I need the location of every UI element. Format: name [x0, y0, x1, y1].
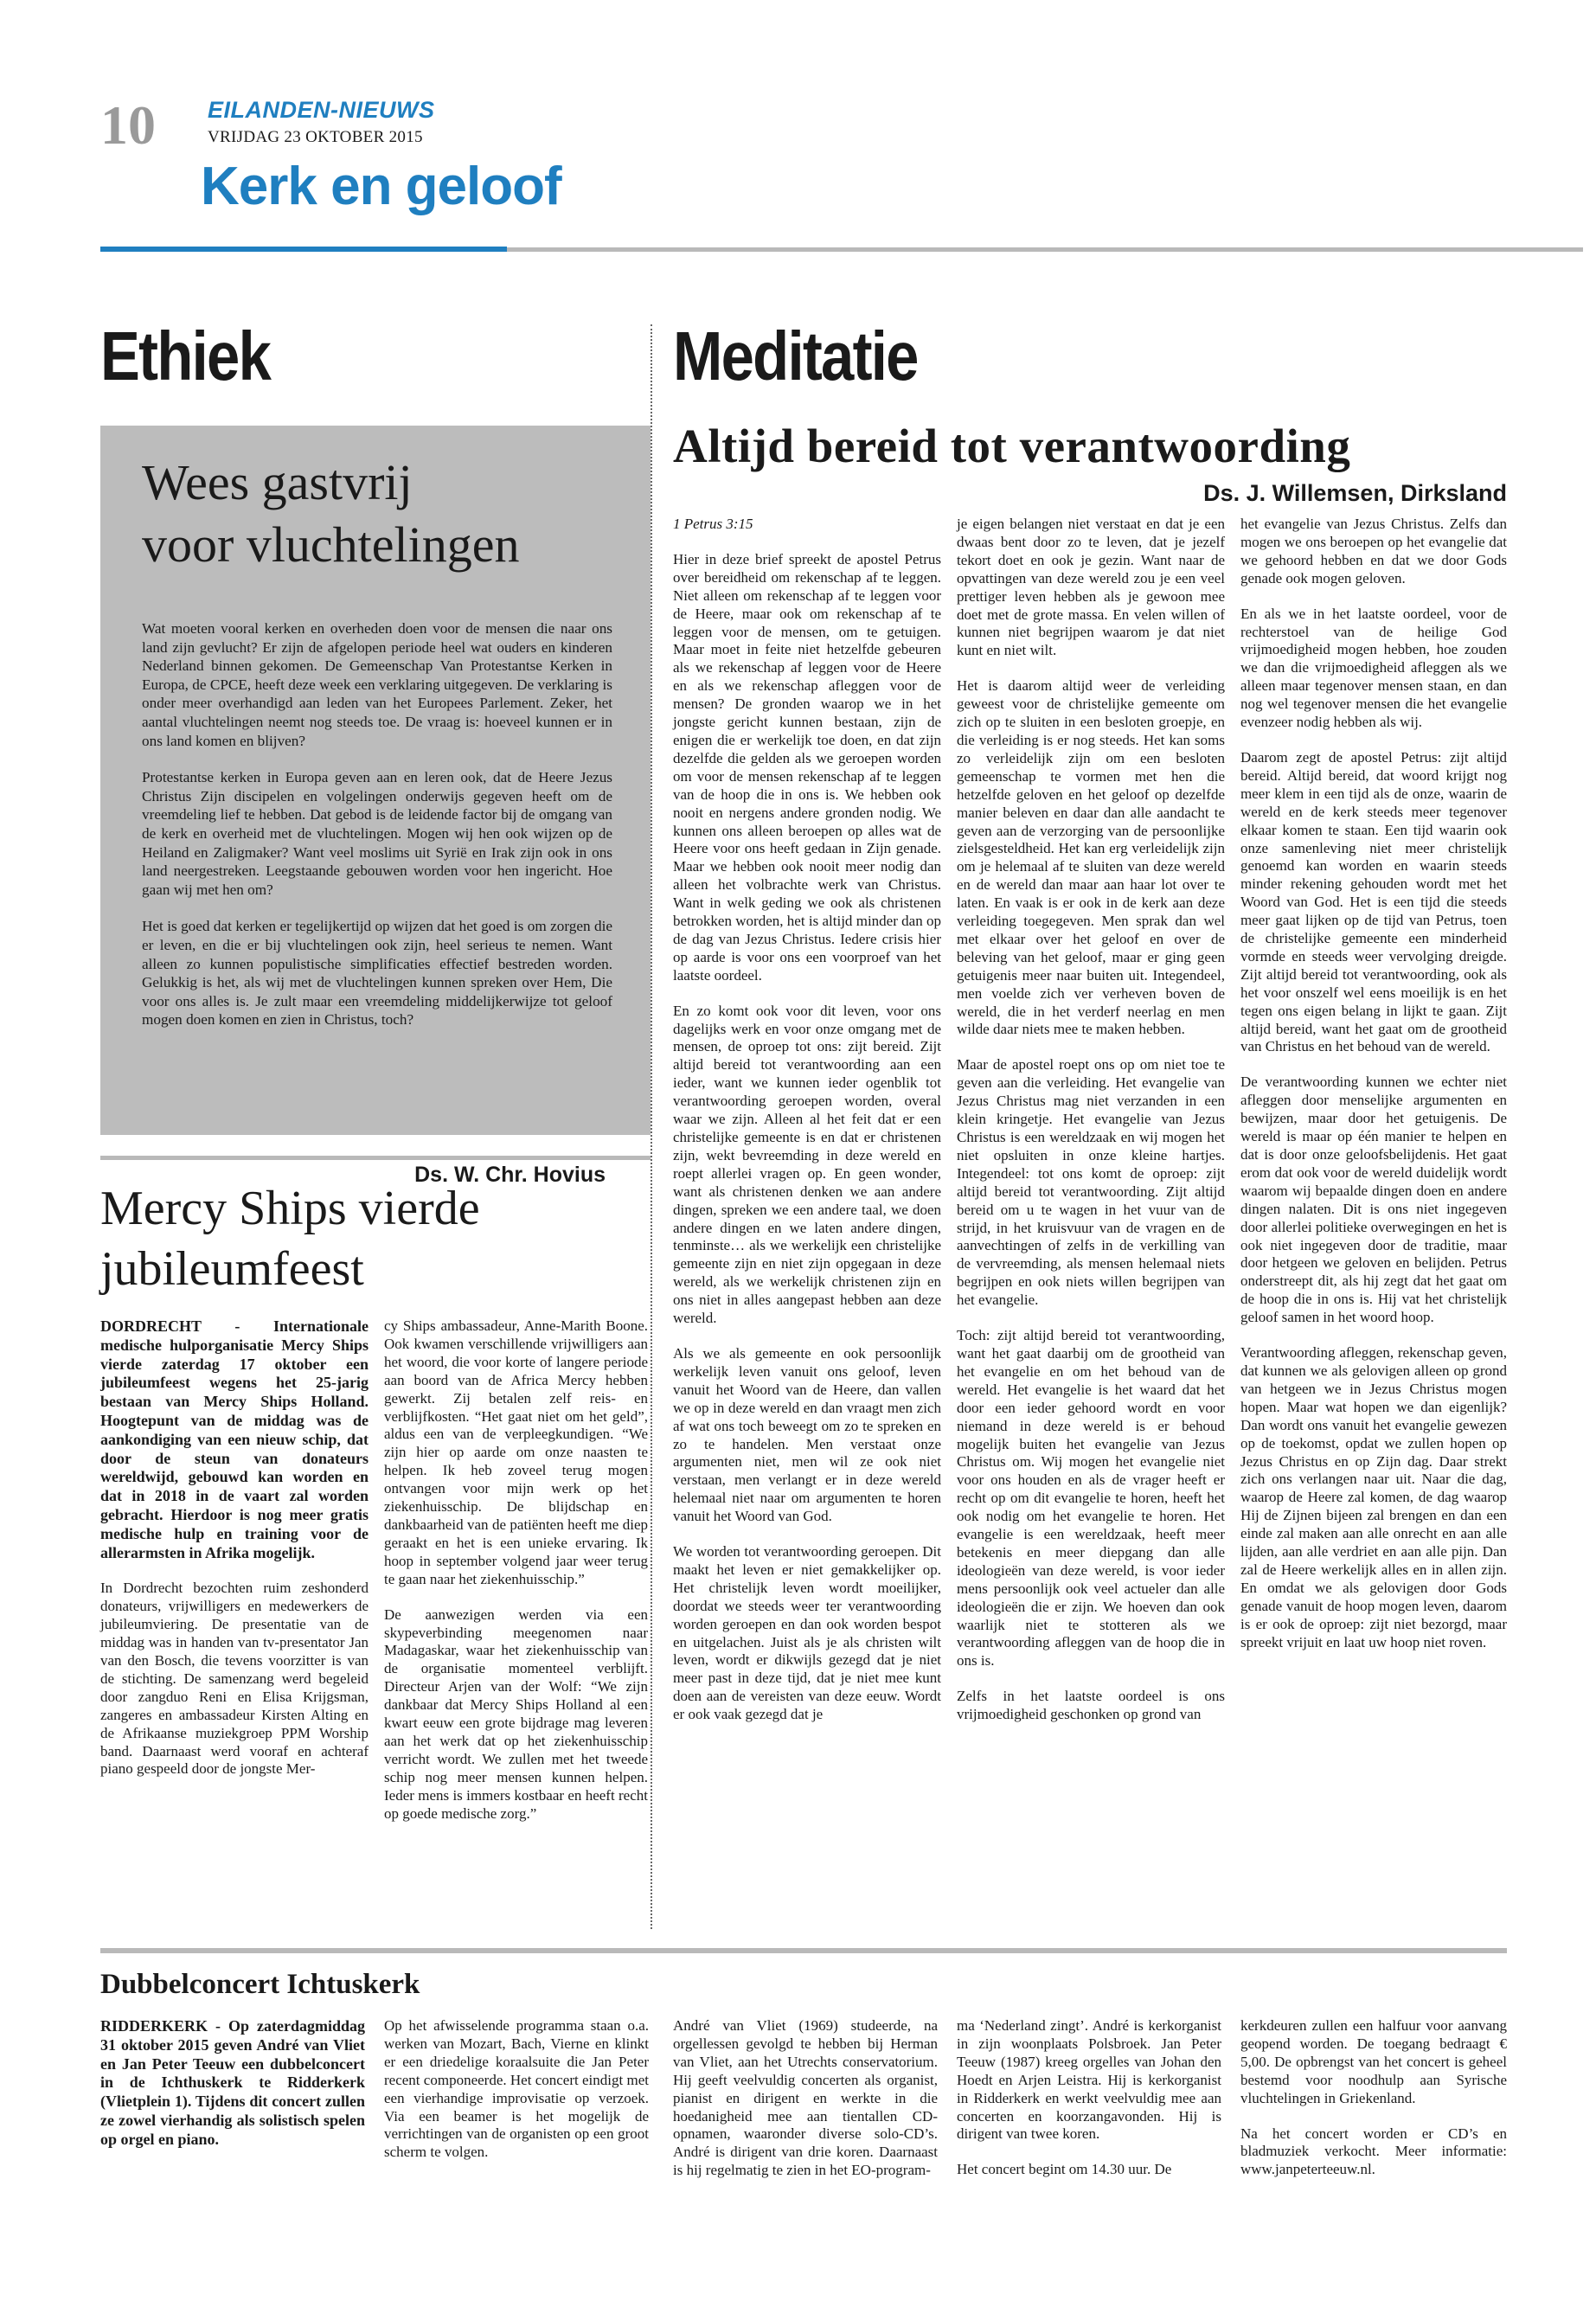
ethiek-paragraph: Het is goed dat kerken er tegelijkertijd op wijzen dat het goed is om zorgen die er leven, en die er bij vluchtelingen ook zijn, heel serieus te nemen. Want alleen zo kunnen populistische simplificaties effectief bestreden worden. Gelukkig is het, als wij met de vluchtelingen kunnen spreken over Hem, Die voor ons alles is. Je zult maar een vreemdeling middelijkerwijze tot geloof mogen doen komen en zien in Christus, toch? — [142, 918, 612, 1029]
meditatie-paragraph: Zelfs in het laatste oordeel is ons vrijmoedigheid geschonken op grond van — [957, 1688, 1225, 1723]
mercy-title — [100, 1178, 619, 1299]
ethiek-title-line: Wees gastvrij — [142, 454, 413, 510]
concert-column-2 — [384, 2017, 649, 2179]
meditatie-paragraph: En als we in het laatste oordeel, voor de rechterstoel van de heilige God vrijmoedigheid mogen hebben, hoe zouden we dan die vrijmoedigheid afleggen als we alleen maar tegenover mensen staan, en dan nog wel tegenover mensen die het evangelie evenzeer nodig hebben als wij. — [1240, 605, 1507, 731]
section-title: Kerk en geloof — [201, 157, 561, 216]
mercy-paragraph: cy Ships ambassadeur, Anne-Marith Boone. Ook kwamen verschillende vrijwilligers aan het woord, die voor korte of langere periode aan boord van de Africa Mercy hebben gewerkt. Zij betalen zelf reis- en verblijfkosten. “Het gaat niet om het geld”, aldus een van de verpleegkundigen. “We zijn hier op aarde om onze naasten te helpen. Ik heb zoveel terug mogen ontvangen voor mijn werk op het ziekenhuisschip. De blijdschap en dankbaarheid van de patiënten heeft me diep geraakt en het is een unieke ervaring. Ik hoop in september volgend jaar weer terug te gaan naar het ziekenhuisschip.” — [384, 1317, 648, 1587]
mercy-title-line: Mercy Ships vierde — [100, 1182, 480, 1235]
mercy-column-2 — [384, 1317, 648, 1840]
meditatie-heading: Meditatie — [673, 317, 918, 394]
concert-paragraph: André van Vliet (1969) studeerde, na orgellessen gevolgd te hebben bij Herman van Vliet, aan het Utrechts conservatorium. Hij geeft veelvuldig concerten als organist, pianist en dirigent en werkte in die hoedanigheid mee aan tientallen CD-opnamen, waaronder diverse solo-CD’s. André is dirigent van drie koren. Daarnaast is hij regelmatig te zien in het EO-program- — [673, 2017, 938, 2179]
concert-column-3 — [673, 2017, 938, 2197]
meditatie-author: Ds. J. Willemsen, Dirksland — [1203, 480, 1507, 506]
mercy-paragraph: In Dordrecht bezochten ruim zeshonderd donateurs, vrijwilligers en medewerkers de jubileumviering. De presentatie van de middag was in handen van tv-presentator Jan van den Bosch, die tevens voorzitter is van de stichting. De samenzang werd begeleid door zangduo Reni en Elisa Krijgsman, zangeres en ambassadeur Kirsten Alting en de Afrikaanse muziekgroep PPM Worship band. Daarnaast werd vooraf en achteraf piano gespeeld door de jongste Mer- — [100, 1580, 369, 1778]
mercy-lead: DORDRECHT - Internationale medische hulporganisatie Mercy Ships vierde zaterdag 17 oktober een jubileumfeest wegens het 25-jarig bestaan van Mercy Ships Holland. Hoogtepunt van de middag was de aankondiging van een nieuw schip, dat door de steun van donateurs wereldwijd, gebouwd kan worden en dat in 2018 in de vaart zal worden gebracht. Hierdoor is nog meer gratis medische hulp en training voor de allerarmsten in Afrika mogelijk. — [100, 1317, 369, 1561]
header-rule-accent — [100, 247, 507, 252]
meditatie-paragraph: We worden tot verantwoording geroepen. Dit maakt het leven er niet gemakkelijker op. Het christelijk leven wordt moeilijker, doordat we steeds weer ter verantwoording worden geroepen en dan ook worden bespot en uitgelachen. Juist als je als christen wilt leven, wordt er dikwijls gezegd dat je niet meer past in deze tijd, dat je niet mee kunt doen aan de vereisten van deze eeuw. Wordt er ook vaak gezegd dat je — [673, 1543, 941, 1723]
concert-paragraph: ma ‘Nederland zingt’. André is kerkorganist in zijn woonplaats Polsbroek. Jan Peter Teeuw (1987) kreeg orgelles van Johan den Hoedt en Arjen Leistra. Hij is kerkorganist in Ridderkerk en werkt veelvuldig mee aan concerten en koorzangavonden. Hij is dirigent van twee koren. — [957, 2017, 1221, 2143]
header-rule — [507, 247, 1583, 252]
mercy-title-line: jubileumfeest — [100, 1242, 364, 1296]
meditatie-column-3 — [1240, 516, 1507, 1669]
concert-paragraph: kerkdeuren zullen een halfuur voor aanvang geopend worden. De toegang bedraagt € 5,00. De opbrengst van het concert is geheel bestemd voor noodhulp aan Syrische vluchtelingen in Griekenland. — [1240, 2017, 1507, 2106]
section-rule — [100, 1948, 1507, 1953]
issue-date: VRIJDAG 23 OKTOBER 2015 — [208, 128, 423, 146]
ethiek-author: Ds. W. Chr. Hovius — [414, 1163, 606, 1187]
meditatie-paragraph: Als we als gemeente en ook persoonlijk werkelijk leven vanuit ons geloof, leven vanuit het Woord van de Heere, dan vallen we op in deze wereld en dan vraagt men zich af wat ons toch beweegt om zo te spreken en zo te handelen. Men verstaat onze argumenten niet, men wil ze ook niet verstaan, men verlangt er in deze wereld helemaal niet naar om argumenten te horen vanuit het Woord van God. — [673, 1344, 941, 1525]
ethiek-heading: Ethiek — [100, 317, 271, 394]
section-rule — [100, 1156, 651, 1160]
meditatie-title: Altijd bereid tot verantwoording — [673, 420, 1351, 472]
meditatie-paragraph: De verantwoording kunnen we echter niet afleggen door menselijke argumenten en bewijzen, maar door het getuigenis. De wereld is maar op één manier te helpen en dat is door onze geloofsbelijdenis. Het gaat erom dat ook voor de wereld duidelijk wordt waarom wij bepaalde dingen doen en andere dingen nalaten. Dit is ons niet ingegeven door allerlei politieke overwegingen en het is ook niet ingegeven door de traditie, maar door hetgeen we geloven en belijden. Petrus onderstreept dit, als hij zegt dat het gaat om de hoop die in ons is. Hij vat het christelijk geloof samen in het woord hoop. — [1240, 1074, 1507, 1326]
meditatie-paragraph: En zo komt ook voor dit leven, voor ons dagelijks werk en voor onze omgang met de mensen, de oproep tot ons: zijt bereid. Zijt altijd bereid tot verantwoording aan een ieder, want we kunnen ieder ogenblik tot verantwoording geroepen worden, overal waar we zijn. Alleen al het feit dat er een christelijke gemeente is en dat er christenen zijn, wekt bevreemding in deze wereld en roept allerlei vragen op. En geen wonder, want als christenen denken we aan andere dingen, spreken we een andere taal, we doen andere dingen en we laten andere dingen, tenminste… als we werkelijk een christelijke gemeente zijn en niet zijn opgegaan in deze wereld, als we werkelijk christenen zijn en ons niet in alles aangepast hebben aan deze wereld. — [673, 1002, 941, 1327]
meditatie-paragraph: je eigen belangen niet verstaat en dat je een dwaas bent door zo te leven, dat je jezelf tekort doet en ook je gezin. Want naar de opvattingen van deze wereld zou je een veel prettiger leven hebben als je gewoon mee doet met de grote massa. En velen willen of kunnen niet begrijpen waarom je dat niet kunt en niet wilt. — [957, 516, 1225, 659]
meditatie-paragraph: Maar de apostel roept ons op om niet toe te geven aan die verleiding. Het evangelie van Jezus Christus mag niet verzanden in een klein kringetje. Het evangelie van Jezus Christus is een wereldzaak en wij mogen het niet opsluiten in onze kleine hartjes. Integendeel: tot ons komt de oproep: zijt altijd bereid tot verantwoording. Zijt altijd bereid om u te wagen in het vuur van de strijd, in het kruisvuur van de vragen en de aanvechtingen of zelfs in de verkilling van de vervreemding, als mensen helemaal niets begrijpen en ook niets willen begrijpen van het evangelie. — [957, 1056, 1225, 1309]
masthead-logo: EILANDEN-NIEUWS — [208, 97, 435, 123]
mercy-paragraph: De aanwezigen werden via een skypeverbinding meegenomen naar Madagaskar, waar het ziekenhuisschip van de organisatie momenteel verblijft. Directeur Arjen van der Wolf: “We zijn dankbaar dat Mercy Ships Holland al een kwart eeuw een grote bijdrage mag leveren aan het werk dat op het ziekenhuisschip verricht wordt. We zullen met het tweede schip nog meer mensen kunnen helpen. Ieder mens is immers kostbaar en heeft recht op goede medische zorg.” — [384, 1606, 648, 1822]
concert-paragraph: Na het concert worden er CD’s en bladmuziek verkocht. Meer informatie: www.janpeterteeuw.nl. — [1240, 2125, 1507, 2178]
column-divider — [651, 324, 652, 1929]
bible-reference: 1 Petrus 3:15 — [673, 516, 753, 532]
mercy-column-1 — [100, 1317, 369, 1796]
concert-column-1 — [100, 2017, 365, 2167]
ethiek-paragraph: Protestantse kerken in Europa geven aan en leren ook, dat de Heere Jezus Christus Zijn discipelen en volgelingen onderwijs gegeven heeft om de vreemdeling lief te hebben. Dat gebod is de leidende factor bij de omgang van de kerk en overheid met de vluchtelingen. Mogen wij hen ook wijzen op de Heiland en Zaligmaker? Want veel moslims uit Syrië en Irak zijn ook in ons land neergestreken. Leegstaande gebouwen worden voor hen ingericht. Hoe gaan wij met hen om? — [142, 769, 612, 898]
ethiek-paragraph: Wat moeten vooral kerken en overheden doen voor de mensen die naar ons land zijn gevlucht? Er zijn de afgelopen periode heel wat ouders en kinderen Nederland binnen gekomen. De Gemeenschap Van Protestantse Kerken in Europa, de CPCE, heeft deze week een verklaring uitgegeven. De verklaring is onder meer overhandigd aan leden van het Europees Parlement. Zeker, het aantal vluchtelingen neemt nog steeds toe. De vraag is: hoeveel kunnen er in ons land komen en blijven? — [142, 620, 612, 749]
meditatie-paragraph: Het is daarom altijd weer de verleiding geweest voor de christelijke gemeente om zich op te sluiten in een besloten groepje, en die verleiding is er nog steeds. Het kan soms zo verleidelijk zijn om een besloten gemeenschap te vormen met hen die hetzelfde geloven en het geloof op dezelfde manier beleven en daar dan alle aandacht te geven aan de verzorging van de persoonlijke zielsgesteldheid. Het kan erg verleidelijk zijn om je helemaal af te sluiten van deze wereld en de wereld dan maar aan haar lot over te laten. En vaak is er ook in de kerk aan deze verleiding toegegeven. Men sprak dan wel met elkaar over het geloof en over de beleving van het geloof, maar er ging geen getuigenis meer naar buiten uit. Integendeel, men voelde zich ver verheven boven de wereld, die in het verderf neerlag en men wilde daar niets mee te maken hebben. — [957, 677, 1225, 1038]
concert-lead: RIDDERKERK - Op zaterdagmiddag 31 oktober 2015 geven André van Vliet en Jan Peter Teeuw een dubbelconcert in de Ichthuskerk te Ridderkerk (Vlietplein 1). Tijdens dit concert zullen ze zowel vierhandig als solistisch spelen op orgel en piano. — [100, 2017, 365, 2148]
concert-paragraph: Het concert begint om 14.30 uur. De — [957, 2161, 1172, 2178]
ethiek-article-title — [142, 452, 626, 576]
meditatie-column-1 — [673, 516, 941, 1741]
meditatie-paragraph: Daarom zegt de apostel Petrus: zijt altijd bereid. Altijd bereid, dat woord krijgt nog meer klem in een tijd als de onze, waarin de wereld en de kerk steeds meer tegenover elkaar komen te staan. Een tijd waarin ook onze samenleving niet meer christelijk genoemd kan worden en waarin steeds minder rekening gehouden wordt met het Woord van God. Het is een tijd die steeds meer gaat lijken op de tijd van Petrus, toen de christelijke gemeente een minderheid vormde en steeds weer vervolging dreigde. Zijt altijd bereid tot verantwoording, ook als het voor onszelf wel eens moeilijk is en het tegen ons eigen belang in lijkt te gaan. Zijt altijd bereid, want het gaat om de grootheid van Christus en het behoud van de wereld. — [1240, 748, 1507, 1055]
page-number: 10 — [100, 94, 156, 156]
ethiek-title-line: voor vluchtelingen — [142, 516, 520, 573]
concert-column-5 — [1240, 2017, 1507, 2196]
concert-title: Dubbelconcert Ichtuskerk — [100, 1969, 420, 2000]
meditatie-paragraph: het evangelie van Jezus Christus. Zelfs dan mogen we ons beroepen op het evangelie dat we gehoord hebben en dat we door Gods genade ook mogen geloven. — [1240, 516, 1507, 586]
concert-paragraph: Op het afwisselende programma staan o.a. werken van Mozart, Bach, Vierne en klinkt er een driedelige koraalsuite die Jan Peter recent componeerde. Het concert eindigt met een vierhandige improvisatie op verzoek. Via een beamer is het mogelijk de verrichtingen van de organisten op een groot scherm te volgen. — [384, 2017, 649, 2161]
meditatie-paragraph: Toch: zijt altijd bereid tot verantwoording, want het gaat daarbij om de grootheid van het evangelie en om het behoud van de wereld. Het evangelie is het waard dat het door een ieder gehoord wordt en voor niemand in deze wereld is er behoud mogelijk buiten het evangelie van Jezus Christus om. Wij mogen het evangelie niet voor ons houden en als de vrager heeft er recht op om dit evangelie te horen, heeft het ook nodig om het evangelie te horen. Het evangelie is een wereldzaak, heeft meer betekenis en meer diepgang dan alle ideologieën van deze wereld, is voor ieder mens persoonlijk ook veel actueler dan alle ideologieën die er zijn. We hoeven dan ook waarlijk niet te stotteren als we verantwoording afleggen van de hoop die in ons is. — [957, 1327, 1225, 1670]
ethiek-body — [142, 619, 612, 1048]
meditatie-paragraph: Verantwoording afleggen, rekenschap geven, dat kunnen we als gelovigen alleen op grond van hetgeen we in Jezus Christus mogen hopen. Maar wat hopen we dan eigenlijk? Dan wordt ons vanuit het evangelie gewezen op de toekomst, opdat we zullen hopen op Jezus Christus en op Zijn dag. Daar strekt zich ons verlangen naar uit. Naar die dag, waarop de Heere zal komen, de dag waarop Hij de Zijnen bijeen zal brengen en dan een einde zal maken aan alle onrecht en aan alle lijden, aan alle verdriet en aan alle pijn. Dan zal de Heere werkelijk alles en in allen zijn. En omdat we als gelovigen door Gods genade vanuit de hoop mogen leven, daarom is er ook de oproep: zijt niet bezorgd, maar spreekt vrijuit en laat uw hoop niet roven. — [1240, 1344, 1507, 1650]
concert-column-4 — [957, 2017, 1221, 2196]
meditatie-paragraph: Hier in deze brief spreekt de apostel Petrus over bereidheid om rekenschap af te leggen. Niet alleen om rekenschap af te leggen voor de Heere, maar ook om rekenschap af te leggen voor de mensen, om te getuigen. Maar moet in feite niet hetzelfde gebeuren als we rekenschap af leggen voor de Heere en als we rekenschap afleggen voor de mensen? De gronden waarop we in het jongste gericht kunnen bestaan, zijn de enigen die er werkelijk toe doen, en dat zijn dezelfde die gelden als we geroepen worden om voor de mensen rekenschap af te leggen van de hoop die in ons is. We hebben ook nooit en nergens andere gronden nodig. We kunnen ons alleen beroepen op alles wat de Heere voor ons heeft gedaan in Zijn genade. Maar we hebben ook nooit meer nodig dan alleen het volbrachte werk van Christus. Want in welk geding we ook als christenen betrokken worden, het is altijd minder dan op de dag van Jezus Christus. Iedere crisis hier op aarde is voor ons een voorproef van het laatste oordeel. — [673, 550, 941, 984]
meditatie-column-2 — [957, 516, 1225, 1741]
